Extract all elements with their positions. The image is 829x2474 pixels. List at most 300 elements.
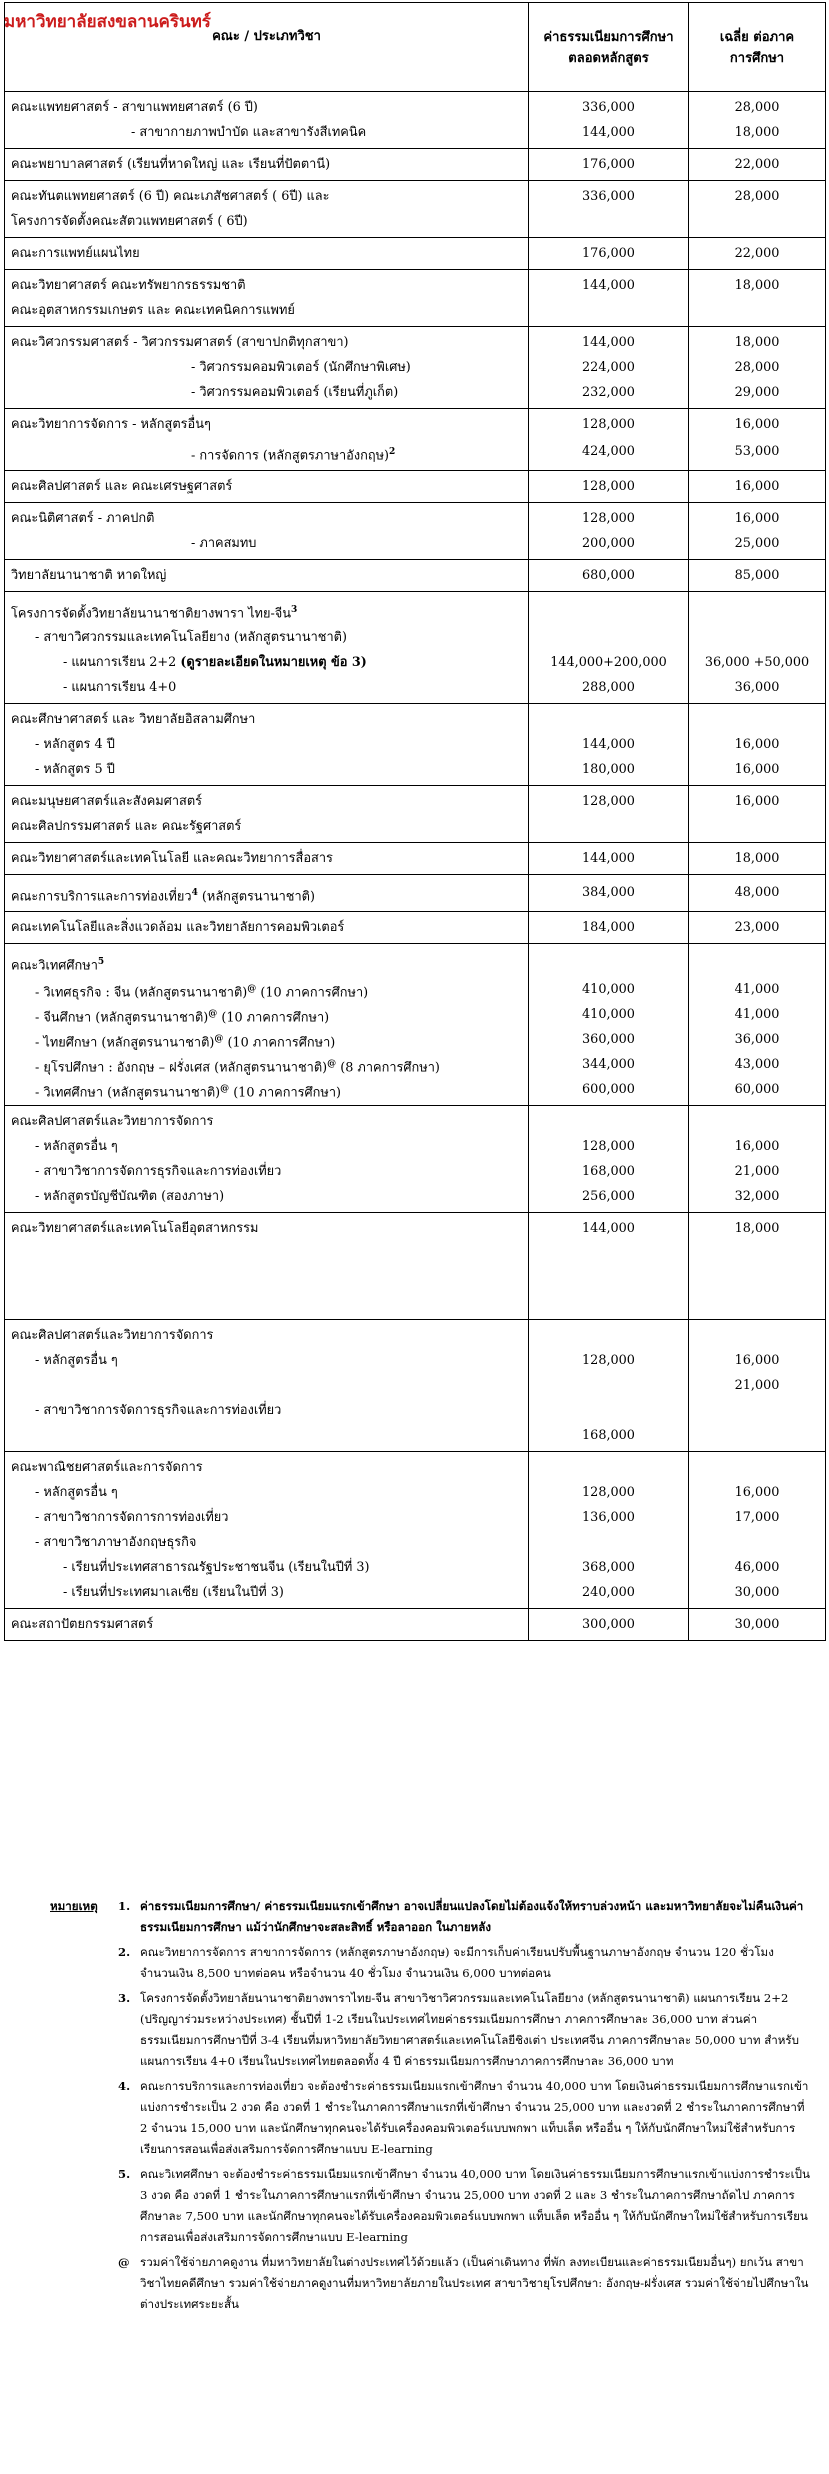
faculty-line <box>11 209 522 234</box>
average-fee-value: 16,000 <box>734 762 780 777</box>
faculty-cell <box>5 786 529 843</box>
average-fee-value <box>691 1109 823 1134</box>
faculty-text: คณะศิลปศาสตร์ และ คณะเศรษฐศาสตร์ <box>11 479 233 494</box>
total-fee-value: 128,000 <box>582 1139 635 1154</box>
average-fee-value: 17,000 <box>734 1510 780 1525</box>
average-fee-value <box>691 209 823 234</box>
faculty-cell <box>5 843 529 875</box>
faculty-line <box>11 273 522 298</box>
average-fee-value <box>691 1530 823 1555</box>
faculty-line <box>11 1530 522 1555</box>
header-total-line1: ค่าธรรมเนียมการศึกษา <box>543 30 674 45</box>
faculty-text: คณะแพทยศาสตร์ - สาขาแพทยศาสตร์ (6 ปี) <box>11 100 258 115</box>
total-fee-value: 144,000 <box>582 1221 635 1236</box>
faculty-text: - แผนการเรียน 4+0 <box>63 680 177 695</box>
total-fee-value: 224,000 <box>582 360 635 375</box>
average-fee-cell <box>689 704 826 786</box>
faculty-line <box>11 152 522 177</box>
note-item <box>50 1988 810 2072</box>
faculty-cell <box>5 944 529 1106</box>
faculty-text-suffix: (8 ภาคการศึกษา) <box>336 1060 440 1076</box>
note-text: รวมค่าใช้จ่ายภาคดูงาน ที่มหาวิทยาลัยในต่างประเทศไว้ด้วยแล้ว (เป็นค่าเดินทาง ที่พัก ลงทะเบียนและค่าธรรมเนียมอื่นๆ) ยกเว้น สาขาวิชาไทยคดีศึกษา รวมค่าใช้จ่ายภาคดูงานที่มหาวิทยาลัยภายในประเทศ สาขาวิชายุโรปศึกษา: อังกฤษ-ฝรั่งเศส รวมค่าใช้จ่ายไปศึกษาในต่างประเทศระยะสั้น <box>140 2255 809 2311</box>
total-fee-value: 128,000 <box>582 794 635 809</box>
total-fee-value: 360,000 <box>582 1032 635 1047</box>
average-fee-value: 22,000 <box>734 157 780 172</box>
faculty-cell <box>5 238 529 270</box>
total-fee-value: 410,000 <box>582 1007 635 1022</box>
total-fee-cell <box>529 327 689 409</box>
footnote-marker: @ <box>327 1059 337 1069</box>
average-fee-cell <box>689 327 826 409</box>
header-average-fee <box>689 3 826 92</box>
header-total-line2: ตลอดหลักสูตร <box>568 51 649 66</box>
average-fee-value: 16,000 <box>734 794 780 809</box>
total-fee-value: 410,000 <box>582 982 635 997</box>
note-number: 1. <box>118 1899 131 1913</box>
table-row <box>5 1106 826 1213</box>
table-row <box>5 149 826 181</box>
table-row <box>5 843 826 875</box>
average-fee-value <box>691 1423 823 1448</box>
header-avg-line1: เฉลี่ย ต่อภาค <box>719 30 795 45</box>
faculty-line <box>11 184 522 209</box>
faculty-line <box>11 915 522 940</box>
footnote-marker: @ <box>214 1034 224 1044</box>
average-fee-value: 18,000 <box>734 1221 780 1236</box>
total-fee-cell <box>529 1320 689 1452</box>
total-fee-value: 176,000 <box>582 246 635 261</box>
average-fee-cell <box>689 786 826 843</box>
faculty-line <box>11 1266 522 1291</box>
average-fee-value: 28,000 <box>734 100 780 115</box>
total-fee-value: 232,000 <box>582 385 635 400</box>
faculty-text: โครงการจัดตั้งคณะสัตวแพทยศาสตร์ ( 6ปี) <box>11 214 248 229</box>
total-fee-cell <box>529 912 689 944</box>
faculty-line <box>11 595 522 625</box>
average-fee-value: 25,000 <box>734 536 780 551</box>
faculty-line <box>11 531 522 556</box>
average-fee-cell <box>689 875 826 912</box>
faculty-note-ref: (ดูรายละเอียดในหมายเหตุ ข้อ 3) <box>180 655 367 670</box>
table-row <box>5 786 826 843</box>
average-fee-value: 46,000 <box>734 1560 780 1575</box>
faculty-line <box>11 675 522 700</box>
total-fee-value <box>531 595 686 625</box>
faculty-text: คณะมนุษยศาสตร์และสังคมศาสตร์ <box>11 794 203 809</box>
faculty-line <box>11 1002 522 1027</box>
average-fee-cell <box>689 181 826 238</box>
faculty-cell <box>5 181 529 238</box>
table-row <box>5 944 826 1106</box>
total-fee-value: 300,000 <box>582 1617 635 1632</box>
table-row <box>5 238 826 270</box>
footnote-marker: @ <box>220 1084 230 1094</box>
faculty-line <box>11 380 522 405</box>
note-number: 3. <box>118 1991 131 2005</box>
faculty-text: คณะวิทยาศาสตร์และเทคโนโลยี และคณะวิทยาการสื่อสาร <box>11 851 333 866</box>
average-fee-value: 16,000 <box>734 1139 780 1154</box>
table-row <box>5 1609 826 1641</box>
faculty-text: - สาขากายภาพบำบัด และสาขารังสีเทคนิค <box>131 125 367 140</box>
average-fee-value <box>691 1266 823 1291</box>
note-text: ค่าธรรมเนียมการศึกษา/ ค่าธรรมเนียมแรกเข้าศึกษา อาจเปลี่ยนแปลงโดยไม่ต้องแจ้งให้ทราบล่วงหน้า และมหาวิทยาลัยจะไม่คืนเงินค่าธรรมเนียมการศึกษา แม้ว่านักศึกษาจะสละสิทธิ์ หรือลาออก ในภายหลัง <box>140 1899 804 1934</box>
total-fee-cell <box>529 1106 689 1213</box>
note-text: คณะวิทยาการจัดการ สาขาการจัดการ (หลักสูตรภาษาอังกฤษ) จะมีการเก็บค่าเรียนปรับพื้นฐานภาษาอังกฤษ จำนวน 120 ชั่วโมง จำนวนเงิน 8,500 บาทต่อคน หรือจำนวน 40 ชั่วโมง จำนวนเงิน 6,000 บาทต่อคน <box>140 1945 774 1980</box>
faculty-line <box>11 506 522 531</box>
average-fee-value <box>691 1398 823 1423</box>
average-fee-value: 16,000 <box>734 1353 780 1368</box>
total-fee-value <box>531 814 686 839</box>
average-fee-cell <box>689 843 826 875</box>
faculty-cell <box>5 912 529 944</box>
faculty-line <box>11 1555 522 1580</box>
table-row <box>5 409 826 471</box>
total-fee-value <box>531 625 686 650</box>
footnote-marker: 4 <box>191 888 198 898</box>
total-fee-cell <box>529 704 689 786</box>
total-fee-cell <box>529 238 689 270</box>
faculty-line <box>11 1323 522 1348</box>
average-fee-cell <box>689 149 826 181</box>
faculty-text: - ยุโรปศึกษา : อังกฤษ – ฝรั่งเศส (หลักสูตรนานาชาติ) <box>35 1060 328 1076</box>
total-fee-value: 144,000 <box>582 737 635 752</box>
faculty-text: - แผนการเรียน 2+2 <box>63 655 181 670</box>
average-fee-cell <box>689 1452 826 1609</box>
average-fee-value: 41,000 <box>734 982 780 997</box>
average-fee-cell <box>689 1213 826 1320</box>
average-fee-cell <box>689 92 826 149</box>
total-fee-value: 128,000 <box>582 1353 635 1368</box>
faculty-text: - หลักสูตรอื่น ๆ <box>35 1353 118 1368</box>
note-number: @ <box>118 2255 130 2269</box>
average-fee-value: 23,000 <box>734 920 780 935</box>
faculty-line <box>11 563 522 588</box>
faculty-text: - วิศวกรรมคอมพิวเตอร์ (นักศึกษาพิเศษ) <box>191 360 411 375</box>
faculty-text: คณะการบริการและการท่องเที่ยว <box>11 889 192 905</box>
faculty-line <box>11 1241 522 1266</box>
total-fee-value: 176,000 <box>582 157 635 172</box>
total-fee-value: 336,000 <box>582 189 635 204</box>
total-fee-cell <box>529 270 689 327</box>
total-fee-value: 144,000 <box>582 125 635 140</box>
average-fee-value: 36,000 <box>734 680 780 695</box>
faculty-text: - หลักสูตรอื่น ๆ <box>35 1485 118 1500</box>
total-fee-cell <box>529 560 689 592</box>
average-fee-value: 16,000 <box>734 479 780 494</box>
faculty-text: คณะการแพทย์แผนไทย <box>11 246 140 261</box>
total-fee-cell <box>529 92 689 149</box>
faculty-line <box>11 732 522 757</box>
average-fee-cell <box>689 1609 826 1641</box>
faculty-line <box>11 947 522 977</box>
total-fee-value <box>531 1530 686 1555</box>
average-fee-value: 60,000 <box>734 1082 780 1097</box>
faculty-line <box>11 1612 522 1637</box>
faculty-cell <box>5 503 529 560</box>
faculty-line <box>11 1455 522 1480</box>
faculty-text: - สาขาวิชาการจัดการธุรกิจและการท่องเที่ยว <box>35 1164 282 1179</box>
table-row <box>5 471 826 503</box>
average-fee-value: 53,000 <box>734 444 780 459</box>
faculty-line <box>11 437 522 467</box>
average-fee-value: 28,000 <box>734 360 780 375</box>
faculty-text: - สาขาวิชาการจัดการการท่องเที่ยว <box>35 1510 229 1525</box>
total-fee-value <box>531 1323 686 1348</box>
faculty-line <box>11 1027 522 1052</box>
faculty-line <box>11 846 522 871</box>
faculty-cell <box>5 1452 529 1609</box>
note-item <box>50 2076 810 2160</box>
faculty-line <box>11 707 522 732</box>
notes-heading: หมายเหตุ <box>50 1899 98 1913</box>
total-fee-value <box>531 1291 686 1316</box>
total-fee-value: 424,000 <box>582 444 635 459</box>
faculty-line <box>11 1052 522 1077</box>
faculty-text: - วิเทศศึกษา (หลักสูตรนานาชาติ) <box>35 1085 221 1101</box>
faculty-cell <box>5 704 529 786</box>
faculty-line <box>11 1348 522 1373</box>
table-row <box>5 1320 826 1452</box>
total-fee-cell <box>529 944 689 1106</box>
average-fee-cell <box>689 238 826 270</box>
footnote-marker: 2 <box>389 447 396 457</box>
faculty-text: โครงการจัดตั้งวิทยาลัยนานาชาติยางพารา ไทย-จีน <box>11 606 292 622</box>
average-fee-value: 29,000 <box>734 385 780 400</box>
faculty-line <box>11 1134 522 1159</box>
faculty-line <box>11 757 522 782</box>
total-fee-value: 168,000 <box>582 1164 635 1179</box>
faculty-text: คณะพยาบาลศาสตร์ (เรียนที่หาดใหญ่ และ เรียนที่ปัตตานี) <box>11 157 331 172</box>
table-row <box>5 503 826 560</box>
total-fee-cell <box>529 503 689 560</box>
total-fee-value <box>531 947 686 977</box>
total-fee-value: 144,000 <box>582 851 635 866</box>
footnote-marker: @ <box>247 984 257 994</box>
header-faculty-label: คณะ / ประเภทวิชา <box>212 29 321 44</box>
fee-table <box>4 2 826 1641</box>
faculty-text: - การจัดการ (หลักสูตรภาษาอังกฤษ) <box>191 448 389 464</box>
table-row <box>5 592 826 704</box>
total-fee-value <box>531 1266 686 1291</box>
average-fee-value: 41,000 <box>734 1007 780 1022</box>
total-fee-cell <box>529 843 689 875</box>
total-fee-value: 288,000 <box>582 680 635 695</box>
faculty-cell <box>5 560 529 592</box>
faculty-line <box>11 1184 522 1209</box>
total-fee-value: 144,000 <box>582 278 635 293</box>
faculty-line <box>11 1505 522 1530</box>
average-fee-value: 18,000 <box>734 125 780 140</box>
faculty-text: - จีนศึกษา (หลักสูตรนานาชาติ) <box>35 1010 209 1026</box>
total-fee-value <box>531 298 686 323</box>
faculty-text: - สาขาวิชาการจัดการธุรกิจและการท่องเที่ยว <box>35 1403 282 1418</box>
faculty-line <box>11 1398 522 1423</box>
total-fee-value: 168,000 <box>582 1428 635 1443</box>
average-fee-value <box>691 947 823 977</box>
faculty-text-suffix: (10 ภาคการศึกษา) <box>217 1010 330 1026</box>
faculty-line <box>11 878 522 908</box>
faculty-line <box>11 1159 522 1184</box>
average-fee-value: 32,000 <box>734 1189 780 1204</box>
total-fee-value: 200,000 <box>582 536 635 551</box>
faculty-text: - ไทยศึกษา (หลักสูตรนานาชาติ) <box>35 1035 215 1051</box>
faculty-text: คณะศิลปกรรมศาสตร์ และ คณะรัฐศาสตร์ <box>11 819 242 834</box>
average-fee-value <box>691 1323 823 1348</box>
total-fee-value: 600,000 <box>582 1082 635 1097</box>
average-fee-value: 16,000 <box>734 1485 780 1500</box>
average-fee-value: 85,000 <box>734 568 780 583</box>
average-fee-value: 22,000 <box>734 246 780 261</box>
average-fee-cell <box>689 912 826 944</box>
note-text: โครงการจัดตั้งวิทยาลัยนานาชาติยางพาราไทย-จีน สาขาวิชาวิศวกรรมและเทคโนโลยียาง (หลักสูตรนานาชาติ) แผนการเรียน 2+2 (ปริญญาร่วมระหว่างประเทศ) ชั้นปีที่ 1-2 เรียนในประเทศไทยค่าธรรมเนียมการศึกษา ภาคการศึกษาละ 36,000 บาท ส่วนค่าธรรมเนียมการศึกษาปีที่ 3-4 เรียนที่มหาวิทยาลัยวิทยาศาสตร์และเทคโนโลยีชิงเต่า ประเทศจีน ภาคการศึกษาละ 50,000 บาท สำหรับแผนการเรียน 4+0 เรียนในประเทศไทยตลอดทั้ง 4 ปี ค่าธรรมเนียมการศึกษาภาคการศึกษาละ 36,000 บาท <box>140 1991 800 2068</box>
note-text: คณะวิเทศศึกษา จะต้องชำระค่าธรรมเนียมแรกเข้าศึกษา จำนวน 40,000 บาท โดยเงินค่าธรรมเนียมการศึกษาแรกเข้าแบ่งการชำระเป็น 3 งวด คือ งวดที่ 1 ชำระในภาคการศึกษาแรกที่เข้าศึกษา จำนวน 25,000 บาท งวดที่ 2 และ 3 ชำระในภาคการศึกษาถัดไป ภาคการศึกษาละ 7,500 บาท และนักศึกษาทุกคนจะได้รับเครื่องคอมพิวเตอร์แบบพกพา แท็บเล็ต หรืออื่น ๆ ให้กับนักศึกษาใหม่ใช้สำหรับการเรียนการสอนเพื่อส่งเสริมการจัดการศึกษาแบบ E-learning <box>140 2167 810 2244</box>
faculty-text: - เรียนที่ประเทศมาเลเซีย (เรียนในปีที่ 3) <box>63 1585 284 1600</box>
faculty-text: - วิศวกรรมคอมพิวเตอร์ (เรียนที่ภูเก็ต) <box>191 385 399 400</box>
notes-section <box>50 1896 810 2319</box>
average-fee-value: 16,000 <box>734 417 780 432</box>
total-fee-value <box>531 707 686 732</box>
total-fee-value: 144,000 <box>582 335 635 350</box>
total-fee-cell <box>529 149 689 181</box>
average-fee-value: 18,000 <box>734 278 780 293</box>
faculty-text: คณะศิลปศาสตร์และวิทยาการจัดการ <box>11 1114 214 1129</box>
total-fee-value: 680,000 <box>582 568 635 583</box>
faculty-text: คณะวิทยาการจัดการ - หลักสูตรอื่นๆ <box>11 417 211 432</box>
fee-table-body <box>5 92 826 1641</box>
total-fee-cell <box>529 592 689 704</box>
faculty-text: - หลักสูตร 4 ปี <box>35 737 115 752</box>
faculty-text: - สาขาวิชาภาษาอังกฤษธุรกิจ <box>35 1535 197 1550</box>
faculty-text: คณะวิศวกรรมศาสตร์ - วิศวกรรมศาสตร์ (สาขาปกติทุกสาขา) <box>11 335 349 350</box>
faculty-text: - หลักสูตรอื่น ๆ <box>35 1139 118 1154</box>
average-fee-value: 30,000 <box>734 1585 780 1600</box>
faculty-text: คณะเทคโนโลยีและสิ่งแวดล้อม และวิทยาลัยการคอมพิวเตอร์ <box>11 920 345 935</box>
average-fee-value <box>691 595 823 625</box>
faculty-text: - ภาคสมทบ <box>191 536 257 551</box>
average-fee-value <box>691 625 823 650</box>
faculty-cell <box>5 592 529 704</box>
faculty-cell <box>5 1609 529 1641</box>
faculty-text: - สาขาวิศวกรรมและเทคโนโลยียาง (หลักสูตรนานาชาติ) <box>35 630 347 645</box>
average-fee-value <box>691 298 823 323</box>
faculty-text: คณะสถาปัตยกรรมศาสตร์ <box>11 1617 154 1632</box>
faculty-text: วิทยาลัยนานาชาติ หาดใหญ่ <box>11 568 167 583</box>
average-fee-cell <box>689 471 826 503</box>
note-item <box>50 2252 810 2315</box>
faculty-line <box>11 789 522 814</box>
average-fee-value <box>691 1455 823 1480</box>
total-fee-value: 128,000 <box>582 479 635 494</box>
average-fee-cell <box>689 503 826 560</box>
faculty-line <box>11 1373 522 1398</box>
faculty-cell <box>5 327 529 409</box>
average-fee-value <box>691 814 823 839</box>
table-row <box>5 1452 826 1609</box>
total-fee-cell <box>529 471 689 503</box>
total-fee-value <box>531 1373 686 1398</box>
note-text: คณะการบริการและการท่องเที่ยว จะต้องชำระค่าธรรมเนียมแรกเข้าศึกษา จำนวน 40,000 บาท โดยเงินค่าธรรมเนียมการศึกษาแรกเข้าแบ่งการชำระเป็น 2 งวด คือ งวดที่ 1 ชำระในภาคการศึกษาแรกที่เข้าศึกษา จำนวน 25,000 บาท และงวดที่ 2 ชำระในภาคการศึกษาที่ 2 จำนวน 15,000 บาท และนักศึกษาทุกคนจะได้รับเครื่องคอมพิวเตอร์แบบพกพา แท็บเล็ต หรืออื่น ๆ ให้กับนักศึกษาใหม่ใช้สำหรับการเรียนการสอนเพื่อส่งเสริมการจัดการศึกษาแบบ E-learning <box>140 2079 809 2156</box>
total-fee-value <box>531 1241 686 1266</box>
footnote-marker: 5 <box>97 957 105 967</box>
note-item <box>50 2164 810 2248</box>
note-item <box>50 1942 810 1984</box>
faculty-text: คณะศิลปศาสตร์และวิทยาการจัดการ <box>11 1328 214 1343</box>
faculty-text: คณะวิทยาศาสตร์ คณะทรัพยากรธรรมชาติ <box>11 278 246 293</box>
total-fee-value: 336,000 <box>582 100 635 115</box>
total-fee-value: 240,000 <box>582 1585 635 1600</box>
header-total-fee <box>529 3 689 92</box>
table-row <box>5 1213 826 1320</box>
table-row <box>5 560 826 592</box>
total-fee-value <box>531 209 686 234</box>
header-avg-line2: การศึกษา <box>729 51 785 66</box>
average-fee-value: 21,000 <box>734 1378 780 1393</box>
table-row <box>5 181 826 238</box>
faculty-text: คณะนิติศาสตร์ - ภาคปกติ <box>11 511 155 526</box>
total-fee-value: 136,000 <box>582 1510 635 1525</box>
total-fee-cell <box>529 181 689 238</box>
note-number: 4. <box>118 2079 131 2093</box>
total-fee-cell <box>529 1213 689 1320</box>
average-fee-value: 21,000 <box>734 1164 780 1179</box>
total-fee-value: 128,000 <box>582 511 635 526</box>
note-number: 5. <box>118 2167 131 2181</box>
faculty-text: คณะวิทยาศาสตร์และเทคโนโลยีอุตสาหกรรม <box>11 1221 259 1236</box>
average-fee-value: 16,000 <box>734 511 780 526</box>
note-number: 2. <box>118 1945 131 1959</box>
faculty-line <box>11 241 522 266</box>
faculty-text: - วิเทศธุรกิจ : จีน (หลักสูตรนานาชาติ) <box>35 985 248 1001</box>
faculty-line <box>11 814 522 839</box>
faculty-text: - หลักสูตร 5 ปี <box>35 762 115 777</box>
faculty-text: คณะศึกษาศาสตร์ และ วิทยาลัยอิสลามศึกษา <box>11 712 256 727</box>
faculty-cell <box>5 471 529 503</box>
total-fee-value <box>531 1455 686 1480</box>
faculty-line <box>11 298 522 323</box>
average-fee-value: 18,000 <box>734 335 780 350</box>
average-fee-value: 16,000 <box>734 737 780 752</box>
total-fee-value: 344,000 <box>582 1057 635 1072</box>
faculty-text-suffix: (หลักสูตรนานาชาติ) <box>197 889 315 905</box>
faculty-text-suffix: (10 ภาคการศึกษา) <box>256 985 369 1001</box>
faculty-line <box>11 355 522 380</box>
average-fee-value: 48,000 <box>734 885 780 900</box>
average-fee-cell <box>689 270 826 327</box>
total-fee-value: 384,000 <box>582 885 635 900</box>
table-row <box>5 327 826 409</box>
faculty-cell <box>5 92 529 149</box>
average-fee-value <box>691 707 823 732</box>
total-fee-cell <box>529 1609 689 1641</box>
average-fee-value: 36,000 <box>734 1032 780 1047</box>
average-fee-value: 36,000 +50,000 <box>704 655 810 670</box>
faculty-line <box>11 1077 522 1102</box>
table-row <box>5 704 826 786</box>
faculty-text-suffix: (10 ภาคการศึกษา) <box>229 1085 342 1101</box>
total-fee-value: 256,000 <box>582 1189 635 1204</box>
faculty-text: คณะอุตสาหกรรมเกษตร และ คณะเทคนิคการแพทย์ <box>11 303 295 318</box>
faculty-text: คณะทันตแพทยศาสตร์ (6 ปี) คณะเภสัชศาสตร์ ( 6ปี) และ <box>11 189 330 204</box>
faculty-line <box>11 1291 522 1316</box>
total-fee-value: 144,000+200,000 <box>550 655 667 670</box>
faculty-line <box>11 650 522 675</box>
total-fee-value: 128,000 <box>582 417 635 432</box>
total-fee-value: 180,000 <box>582 762 635 777</box>
faculty-cell <box>5 270 529 327</box>
faculty-line <box>11 120 522 145</box>
faculty-line <box>11 412 522 437</box>
faculty-cell <box>5 149 529 181</box>
